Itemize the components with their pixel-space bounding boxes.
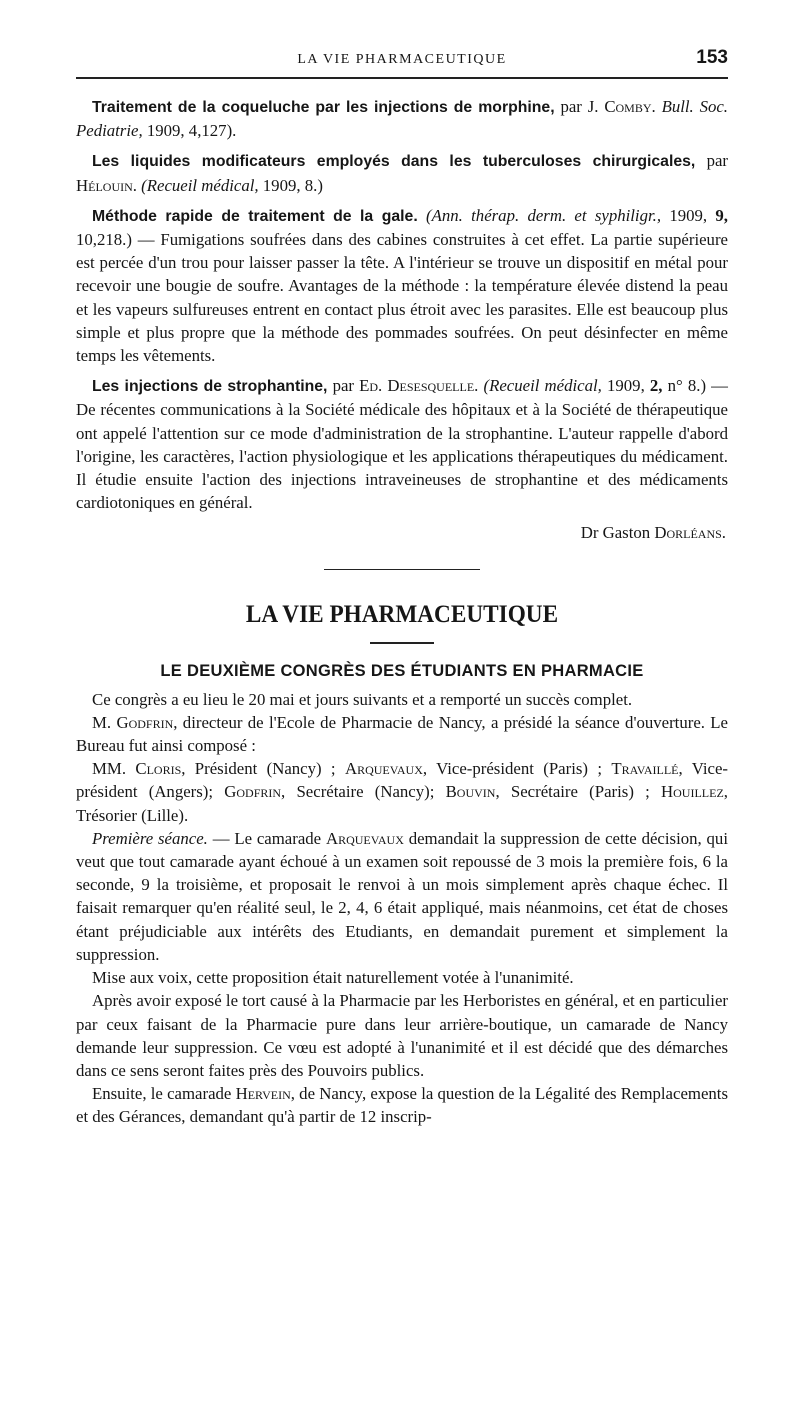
session-label: Première séance. [92, 828, 208, 848]
text-run: MM. [92, 759, 136, 779]
title-rule [370, 642, 434, 644]
entry-by: par [695, 151, 729, 171]
entry-by: par J. [554, 97, 605, 116]
bibliography-entry [76, 374, 728, 514]
signature-prefix: Dr Gaston [580, 523, 655, 543]
person-name: Bouvin, [445, 782, 500, 802]
entry-source-rest: 1909, [661, 205, 716, 225]
bibliography-entry [76, 204, 728, 367]
person-name: Arquevaux [325, 828, 404, 848]
person-name: Godfrin, [224, 782, 286, 802]
paragraph [76, 1082, 728, 1128]
entry-title: Méthode rapide de traitement de la gale. [92, 207, 418, 225]
text-run: Président (Nancy) ; [185, 759, 345, 779]
paragraph: Ce congrès a eu lieu le 20 mai et jours suivants et a remporté un succès complet. [92, 689, 633, 709]
page-number: 153 [696, 47, 728, 68]
paragraph [76, 757, 728, 827]
paragraph: Après avoir exposé le tort causé à la Pharmacie par les Herboristes en général, et en particulier par ceux faisant de la Pharmacie pure dans leur arrière-boutique, un camarade de Nancy demande leur suppression. Ce vœu est adopté à l'unanimité et il est décidé que des démarches dans ce sens seront faites près des Pouvoirs publics. [76, 991, 728, 1080]
text-run: M. [92, 712, 117, 732]
person-name: Travaillé, [611, 759, 683, 779]
entry-volume: 2, [649, 376, 663, 396]
entry-by: par [327, 376, 360, 396]
text-run: directeur de l'Ecole de Pharmacie de Nancy, a présidé la séance d'ouverture. Le Bureau fut ainsi composé : [76, 712, 729, 756]
entry-title: Les liquides modificateurs employés dans les tuberculoses chirurgicales, [92, 153, 696, 171]
text-run: Secrétaire (Paris) ; [499, 782, 662, 802]
signature [76, 521, 726, 544]
entry-source-rest: 1909, [601, 376, 650, 396]
entry-title: Les injections de strophantine, [92, 378, 328, 396]
paragraph [76, 711, 728, 757]
page-header [76, 44, 728, 80]
text-run: demandait la suppression de cette décision, qui veut que tout camarade ayant échoué à un examen soit repoussé de 3 mois la première fois, 6 la seconde, 9 la troisième, et proposait le renvoi à un mois simplement après chaque échec. Il faisait remarquer qu'en réalité seul, le 2, 4, 6 était appliqué, mais néanmoins, cet état de choses étant préjudiciable aux intérêts des Etudiants, en demandait purement et simplement la suppression. [76, 828, 728, 964]
page-body [76, 95, 728, 1129]
entry-source: (Recueil médical, [483, 376, 602, 396]
person-name: Arquevaux, [344, 759, 428, 779]
entry-source: (Recueil médical, [141, 175, 259, 195]
entry-text: n° 8.) — De récentes communications à la Société médicale des hôpitaux et à la Société de thérapeutique ont appelé l'attention sur ce mode d'administration de la strophantine. L'auteur rappelle d'abord l'origine, les caractères, l'action physiologique et les applications thérapeutiques du médicament. Il étudie ensuite l'action des injections intraveineuses de strophantine et des médicaments cardiotoniques en général. [76, 376, 728, 513]
entry-author: Comby. [604, 97, 656, 116]
section-separator [324, 569, 480, 570]
paragraph [76, 827, 728, 966]
person-name: Hervein, [235, 1084, 295, 1104]
entry-text: 10,218.) — Fumigations soufrées dans des cabines construites à cet effet. La partie supérieure est percée d'un trou pour laisser passer la tête. A l'intérieur se trouve un dispositif en métal pour recevoir une bougie de soufre. Avantages de la méthode : la température élevée distend la peau et les vapeurs sulfureuses entrent en contact plus étroit avec les parasites. Elle est beaucoup plus simple et plus propre que la méthode des pommades soufrées. On peut désinfecter en même temps les vêtements. [76, 230, 728, 366]
text-run: Ensuite, le camarade [92, 1084, 236, 1104]
text-run: Secrétaire (Nancy); [285, 782, 446, 802]
entry-title: Traitement de la coqueluche par les injections de morphine, [92, 99, 555, 116]
paragraph: Mise aux voix, cette proposition était naturellement votée à l'unanimité. [92, 968, 574, 988]
running-title: LA VIE PHARMACEUTIQUE [297, 52, 507, 67]
text-run: Trésorier (Lille). [76, 805, 189, 825]
entry-source-rest: 1909, 4,127). [142, 121, 237, 141]
entry-author: Ed. Desesquelle. [359, 376, 479, 396]
text-run: Vice-président (Angers); [76, 759, 728, 802]
bibliography-entry [76, 95, 728, 142]
text-run: Vice-président (Paris) ; [427, 759, 612, 779]
entry-source: (Ann. thérap. derm. et syphiligr., [426, 205, 662, 225]
text-run: — Le camarade [207, 828, 326, 848]
header-rule [76, 77, 728, 79]
entry-author: Hélouin. [76, 175, 137, 195]
person-name: Godfrin, [116, 712, 178, 732]
text-run: de Nancy, expose la question de la Légalité des Remplacements et des Gérances, demandant qu'à partir de 12 inscrip- [76, 1084, 728, 1127]
article-title: LE DEUXIÈME CONGRÈS DES ÉTUDIANTS EN PHARMACIE [160, 661, 644, 680]
person-name: Houillez, [661, 782, 728, 802]
entry-source: Bull. Soc. Pediatrie, [76, 97, 728, 141]
signature-name: Dorléans. [654, 523, 726, 543]
entry-source-rest: 1909, 8.) [258, 175, 323, 195]
entry-volume: 9, [715, 205, 728, 225]
bibliography-entry [76, 149, 728, 196]
section-title: LA VIE PHARMACEUTIQUE [245, 600, 559, 628]
person-name: Cloris, [135, 759, 186, 779]
